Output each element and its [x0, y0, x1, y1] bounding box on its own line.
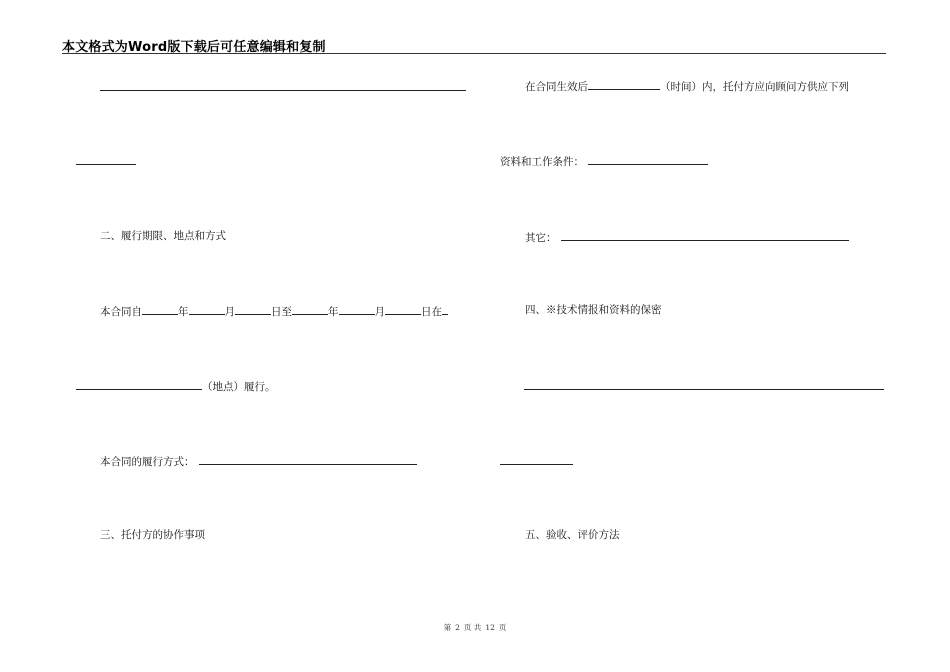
fill-blank-line[interactable] [100, 90, 466, 91]
start-year-blank[interactable] [142, 303, 178, 315]
end-day-blank[interactable] [385, 303, 421, 315]
method-blank[interactable] [199, 453, 417, 465]
location-blank[interactable] [76, 378, 202, 390]
period-prefix: 本合同自 [100, 306, 142, 318]
location-start-blank[interactable] [442, 303, 448, 315]
day-at-label: 日在 [421, 306, 442, 318]
location-line [76, 378, 276, 394]
materials-blank[interactable] [588, 153, 708, 165]
other-blank[interactable] [561, 229, 849, 241]
day-to-label: 日至 [271, 306, 292, 318]
fill-blank-line[interactable] [524, 389, 884, 390]
year-label: 年 [328, 306, 339, 318]
performance-method-line [100, 453, 417, 469]
start-month-blank[interactable] [189, 303, 225, 315]
fill-blank-line[interactable] [76, 164, 136, 165]
location-suffix: （地点）履行。 [202, 381, 276, 393]
section-5-heading: 五、验收、评价方法 [525, 529, 620, 541]
materials-label: 资料和工作条件： [500, 156, 584, 168]
page-current: 2 [455, 623, 460, 632]
section-4-heading: 四、※技术情报和资料的保密 [525, 304, 662, 316]
other-label: 其它： [525, 232, 557, 244]
provide-prefix: 在合同生效后 [525, 81, 588, 93]
contract-period-line [100, 303, 448, 319]
fill-blank-line[interactable] [500, 464, 573, 465]
start-day-blank[interactable] [235, 303, 271, 315]
year-label: 年 [178, 306, 189, 318]
end-month-blank[interactable] [339, 303, 375, 315]
page-header-title: 本文格式为Word版下载后可任意编辑和复制 [62, 40, 326, 55]
method-label: 本合同的履行方式： [100, 456, 195, 468]
provide-suffix: （时间）内，托付方应向顾问方供应下列 [660, 81, 849, 93]
month-label: 月 [224, 306, 235, 318]
end-year-blank[interactable] [292, 303, 328, 315]
page-prefix: 第 [443, 623, 452, 632]
page-total: 12 [485, 623, 495, 632]
provide-time-blank[interactable] [588, 78, 660, 90]
header-divider [62, 53, 886, 54]
section-2-heading: 二、履行期限、地点和方式 [100, 230, 226, 242]
section-3-heading: 三、托付方的协作事项 [100, 529, 205, 541]
provide-materials-line [525, 78, 849, 94]
month-label: 月 [374, 306, 385, 318]
other-line [525, 229, 849, 245]
page-mid: 页 共 [463, 623, 482, 632]
page-number-footer [0, 622, 950, 633]
page-suffix: 页 [498, 623, 507, 632]
materials-line [500, 153, 708, 169]
